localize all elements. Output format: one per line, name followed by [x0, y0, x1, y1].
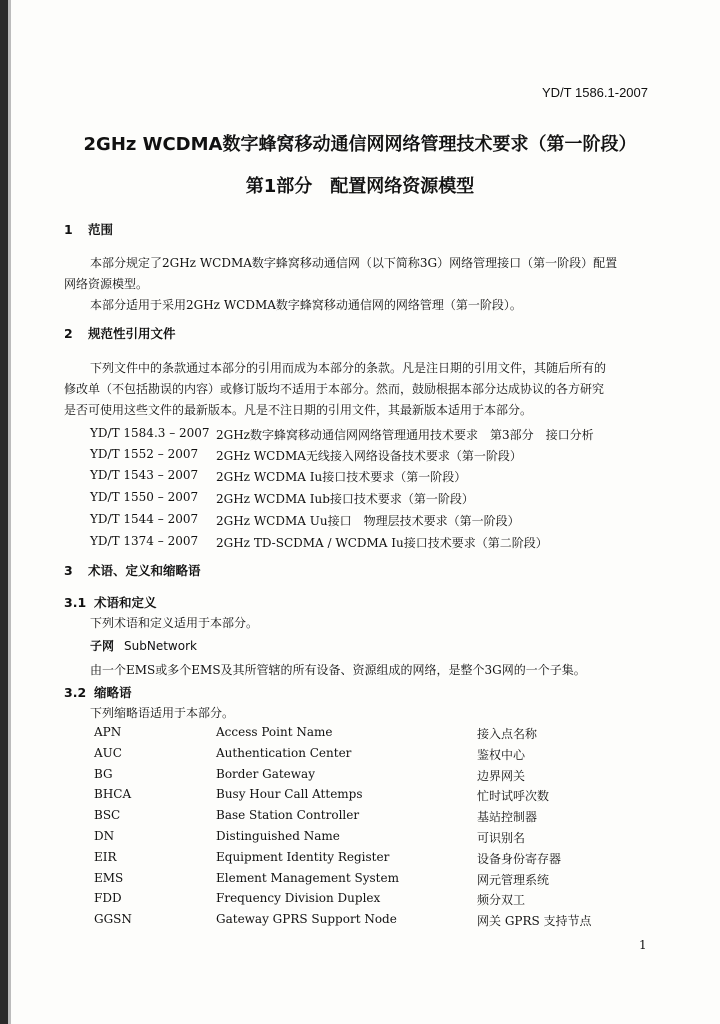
section-1-number: 1 — [64, 222, 73, 237]
references-intro-line-3: 是否可使用这些文件的最新版本。凡是不注日期的引用文件，其最新版本适用于本部分。 — [64, 403, 533, 417]
abbreviation-full-name: Base Station Controller — [216, 808, 360, 822]
abbreviation-row — [94, 912, 654, 930]
abbreviation-row — [94, 829, 654, 847]
reference-title: 2GHz WCDMA无线接入网络设备技术要求（第一阶段） — [216, 449, 522, 463]
abbreviation-row — [94, 808, 654, 826]
abbreviation-chinese-name: 可识别名 — [477, 831, 526, 845]
reference-title: 2GHz WCDMA Uu接口 物理层技术要求（第一阶段） — [216, 514, 520, 528]
abbreviation-full-name: Border Gateway — [216, 767, 315, 781]
abbreviation-chinese-name: 网关 GPRS 支持节点 — [477, 914, 592, 928]
abbreviations-intro: 下列缩略语适用于本部分。 — [90, 706, 235, 720]
term-entry — [90, 637, 197, 654]
section-2-number: 2 — [64, 326, 73, 341]
abbreviation-row — [94, 871, 654, 889]
scope-paragraph-line-2: 网络资源模型。 — [64, 277, 149, 291]
section-3-2-title: 缩略语 — [94, 685, 132, 700]
abbreviation-chinese-name: 设备身份寄存器 — [477, 852, 562, 866]
reference-title: 2GHz WCDMA Iub接口技术要求（第一阶段） — [216, 492, 474, 506]
abbreviation-chinese-name: 鉴权中心 — [477, 748, 526, 762]
reference-code: YD/T 1374 – 2007 — [90, 534, 199, 548]
scope-paragraph-2: 本部分适用于采用2GHz WCDMA数字蜂窝移动通信网的网络管理（第一阶段）。 — [90, 298, 522, 312]
abbreviation-code: GGSN — [94, 912, 132, 926]
abbreviation-chinese-name: 忙时试呼次数 — [477, 789, 550, 803]
section-2-heading — [64, 324, 176, 342]
abbreviation-code: EMS — [94, 871, 124, 885]
reference-code: YD/T 1584.3 – 2007 — [90, 426, 210, 440]
reference-title: 2GHz WCDMA Iu接口技术要求（第一阶段） — [216, 470, 467, 484]
reference-title: 2GHz TD-SCDMA / WCDMA Iu接口技术要求（第二阶段） — [216, 536, 548, 550]
abbreviation-chinese-name: 边界网关 — [477, 769, 526, 783]
abbreviation-full-name: Distinguished Name — [216, 829, 340, 843]
abbreviation-chinese-name: 基站控制器 — [477, 810, 538, 824]
section-1-title: 范围 — [88, 222, 114, 237]
section-3-2-number: 3.2 — [64, 685, 87, 700]
reference-code: YD/T 1544 – 2007 — [90, 512, 199, 526]
term-definition: 由一个EMS或多个EMS及其所管辖的所有设备、资源组成的网络，是整个3G网的一个子集。 — [90, 663, 586, 677]
abbreviation-row — [94, 767, 654, 785]
reference-code: YD/T 1552 – 2007 — [90, 447, 199, 461]
abbreviation-full-name: Authentication Center — [216, 746, 352, 760]
page-number: 1 — [639, 938, 647, 952]
abbreviation-full-name: Busy Hour Call Attemps — [216, 787, 363, 801]
abbreviation-row — [94, 787, 654, 805]
section-3-2-heading — [64, 683, 132, 701]
section-3-number: 3 — [64, 563, 73, 578]
abbreviation-full-name: Frequency Division Duplex — [216, 891, 381, 905]
scope-paragraph-line-1: 本部分规定了2GHz WCDMA数字蜂窝移动通信网（以下简称3G）网络管理接口（第一阶段）配置 — [90, 256, 618, 270]
abbreviation-code: EIR — [94, 850, 117, 864]
term-chinese: 子网 — [90, 639, 115, 653]
abbreviation-row — [94, 850, 654, 868]
references-intro-line-2: 修改单（不包括勘误的内容）或修订版均不适用于本部分。然而，鼓励根据本部分达成协议的各方研究 — [64, 382, 605, 396]
section-3-1-number: 3.1 — [64, 595, 87, 610]
abbreviation-full-name: Element Management System — [216, 871, 399, 885]
abbreviation-chinese-name: 网元管理系统 — [477, 873, 550, 887]
abbreviation-code: AUC — [94, 746, 122, 760]
abbreviation-code: BSC — [94, 808, 121, 822]
abbreviation-code: DN — [94, 829, 115, 843]
section-3-1-heading — [64, 593, 157, 611]
reference-title: 2GHz数字蜂窝移动通信网网络管理通用技术要求 第3部分 接口分析 — [216, 428, 594, 442]
section-2-title: 规范性引用文件 — [88, 326, 176, 341]
abbreviation-row — [94, 725, 654, 743]
abbreviation-chinese-name: 频分双工 — [477, 893, 526, 907]
section-3-title: 术语、定义和缩略语 — [88, 563, 201, 578]
reference-code: YD/T 1550 – 2007 — [90, 490, 199, 504]
abbreviation-code: BHCA — [94, 787, 132, 801]
abbreviation-chinese-name: 接入点名称 — [477, 727, 538, 741]
abbreviation-full-name: Equipment Identity Register — [216, 850, 390, 864]
abbreviation-row — [94, 891, 654, 909]
abbreviation-code: APN — [94, 725, 122, 739]
abbreviation-full-name: Gateway GPRS Support Node — [216, 912, 397, 926]
references-intro-line-1: 下列文件中的条款通过本部分的引用而成为本部分的条款。凡是注日期的引用文件，其随后所有的 — [90, 361, 607, 375]
terms-intro: 下列术语和定义适用于本部分。 — [90, 616, 259, 630]
section-3-heading — [64, 561, 201, 579]
abbreviation-code: FDD — [94, 891, 122, 905]
section-3-1-title: 术语和定义 — [94, 595, 157, 610]
reference-code: YD/T 1543 – 2007 — [90, 468, 199, 482]
abbreviation-full-name: Access Point Name — [216, 725, 333, 739]
abbreviation-row — [94, 746, 654, 764]
section-1-heading — [64, 220, 113, 238]
term-english: SubNetwork — [124, 639, 197, 653]
document-subtitle: 第1部分 配置网络资源模型 — [245, 176, 475, 197]
standard-code: YD/T 1586.1-2007 — [542, 85, 648, 100]
abbreviation-code: BG — [94, 767, 113, 781]
document-title: 2GHz WCDMA数字蜂窝移动通信网网络管理技术要求（第一阶段） — [83, 134, 637, 155]
